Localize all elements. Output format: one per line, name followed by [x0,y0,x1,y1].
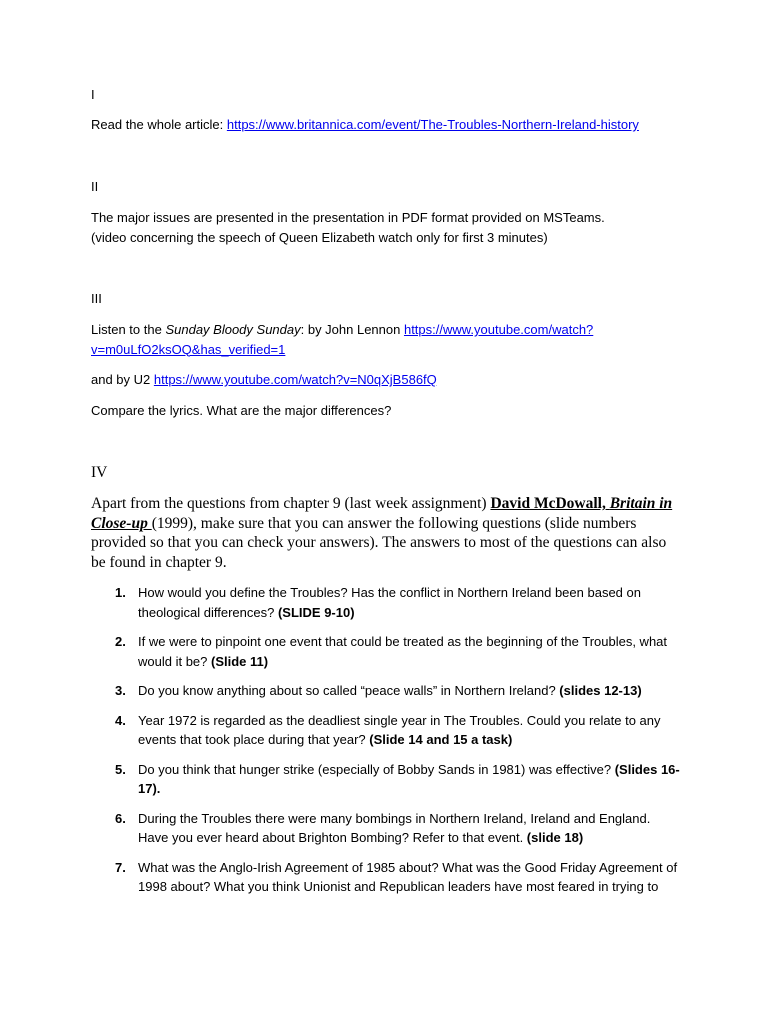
section-numeral-2: II [91,179,99,194]
question-number: 3. [115,683,126,698]
question-text: What was the Anglo-Irish Agreement of 1985 about? What was the Good Friday Agreement of 1998 about? What you think Unionist and Republican leaders have most feared in trying to [138,859,678,894]
britannica-link[interactable]: https://www.britannica.com/event/The-Troubles-Northern-Ireland-history [226,117,639,132]
slide-reference: (SLIDE 9-10) [277,604,355,620]
u2-youtube-link[interactable]: https://www.youtube.com/watch?v=N0qXjB586fQ [153,372,437,387]
question-text: If we were to pinpoint one event that could be treated as the beginning of the Troubles, what would it be? [138,634,668,669]
compare-lyrics-text: Compare the lyrics. What are the major differences? [91,403,392,418]
intro-text-b: (1999), make sure that you can answer the following questions (slide numbers provided so that you can check your answers). The answers to most of the questions can also be found in chapter 9. [91,514,667,571]
song-title: Sunday Bloody Sunday [165,322,301,337]
section-4-intro [91,494,683,572]
listen-prefix: Listen to the [91,322,166,337]
question-text: Do you know anything about so called “peace walls” in Northern Ireland? [138,683,560,698]
question-item [91,760,681,799]
question-text: How would you define the Troubles? Has the conflict in Northern Ireland been based on theological differences? [138,585,641,620]
read-article-line [91,115,681,135]
question-number: 2. [115,634,126,649]
listen-lennon-paragraph [91,320,611,359]
section-numeral-3: III [91,291,102,306]
question-number: 5. [115,761,126,777]
question-number: 4. [115,712,126,728]
author-name: David McDowall, [490,495,610,512]
read-article-text: Read the whole article: [91,117,227,132]
by-lennon-text: : by John Lennon [300,322,404,337]
question-text: During the Troubles there were many bombings in Northern Ireland, Ireland and England. Have you ever heard about Brighton Bombing? Refer to that event. [138,810,651,845]
and-by-u2-text: and by U2 [91,372,154,387]
question-number: 1. [115,585,126,600]
question-item [91,858,681,897]
u2-line [91,370,681,390]
intro-text-a: Apart from the questions from chapter 9 (last week assignment) [91,495,491,512]
question-number: 6. [115,810,126,826]
question-item [91,583,681,622]
question-item [91,681,681,701]
slide-reference: (slide 18) [526,830,584,845]
question-text: Year 1972 is regarded as the deadliest single year in The Troubles. Could you relate to any events that took place during that year? [138,712,661,747]
question-item [91,632,681,671]
slide-reference: (Slide 11) [211,653,269,669]
question-item [91,809,681,848]
book-title: Britain in Close-up [91,495,673,532]
major-issues-text: The major issues are presented in the presentation in PDF format provided on MSTeams. [91,210,605,225]
section-numeral-4: IV [91,464,108,481]
question-text: Do you think that hunger strike (especially of Bobby Sands in 1981) was effective? [138,761,615,777]
question-item [91,711,681,750]
queen-speech-note: (video concerning the speech of Queen Elizabeth watch only for first 3 minutes) [91,230,548,245]
section-numeral-1: I [91,87,95,102]
slide-reference: (Slides 16-17). [138,761,680,796]
slide-reference: (Slide 14 and 15 a task) [369,732,513,747]
slide-reference: (slides 12-13) [559,683,642,698]
lennon-youtube-link[interactable]: https://www.youtube.com/watch?v=m0uLfO2ksOQ&has_verified=1 [91,322,594,357]
question-list [91,583,681,907]
question-number: 7. [115,859,126,875]
